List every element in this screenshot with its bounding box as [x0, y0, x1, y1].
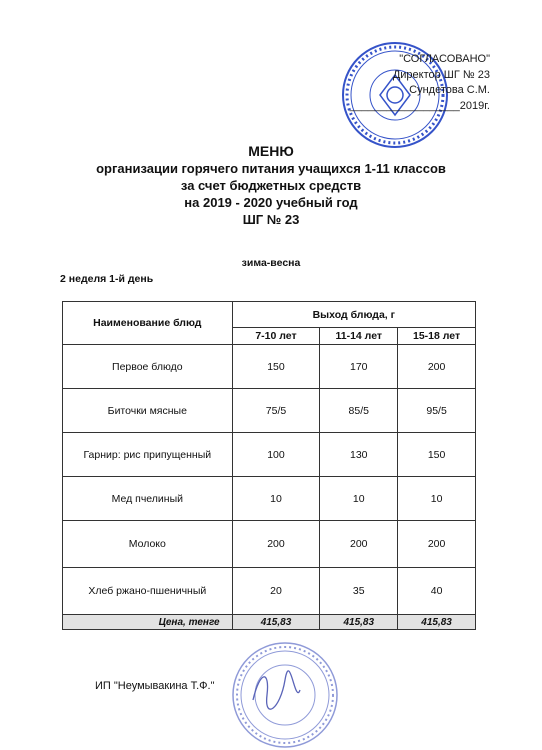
table-row: [63, 477, 476, 521]
dish-value: 200: [320, 521, 398, 568]
dish-value: 200: [398, 521, 476, 568]
dish-value: 10: [398, 477, 476, 521]
dish-name: Мед пчелиный: [63, 477, 233, 521]
document-title: [40, 143, 502, 228]
approval-heading: "СОГЛАСОВАНО": [399, 53, 490, 65]
table-row: [63, 345, 476, 389]
dish-name: Хлеб ржано-пшеничный: [63, 568, 233, 615]
header-age-1: 7-10 лет: [232, 328, 320, 345]
dish-value: 10: [320, 477, 398, 521]
dish-name: Первое блюдо: [63, 345, 233, 389]
approval-date: __________________2019г.: [349, 99, 490, 112]
dish-value: 95/5: [398, 389, 476, 433]
table-row: [63, 521, 476, 568]
dish-value: 150: [398, 433, 476, 477]
approval-director: Директор ШГ № 23: [392, 68, 490, 81]
week-day-label: 2 неделя 1-й день: [60, 273, 154, 285]
dish-value: 170: [320, 345, 398, 389]
dish-value: 100: [232, 433, 320, 477]
dish-name: Молоко: [63, 521, 233, 568]
price-label: Цена, тенге: [63, 615, 233, 630]
dish-value: 10: [232, 477, 320, 521]
dish-name: Гарнир: рис припущенный: [63, 433, 233, 477]
dish-value: 130: [320, 433, 398, 477]
dish-value: 20: [232, 568, 320, 615]
menu-table: [62, 301, 476, 630]
table-row: [63, 433, 476, 477]
header-age-2: 11-14 лет: [320, 328, 398, 345]
price-row: [63, 615, 476, 630]
dish-value: 75/5: [232, 389, 320, 433]
title-line-2: организации горячего питания учащихся 1-11 классов: [96, 161, 446, 176]
table-row: [63, 568, 476, 615]
dish-value: 200: [232, 521, 320, 568]
approval-block: [340, 52, 490, 114]
dish-value: 40: [398, 568, 476, 615]
title-menu: МЕНЮ: [248, 143, 294, 159]
price-value: 415,83: [320, 615, 398, 630]
dish-value: 150: [232, 345, 320, 389]
supplier-name: ИП "Неумывакина Т.Ф.": [95, 680, 215, 692]
header-yield: Выход блюда, г: [232, 302, 475, 328]
header-dish-name: Наименование блюд: [63, 302, 233, 345]
title-line-3: за счет бюджетных средств: [180, 178, 362, 193]
approval-name: Сундетова С.М.: [409, 84, 490, 96]
dish-value: 200: [398, 345, 476, 389]
signature: [245, 660, 305, 720]
price-value: 415,83: [232, 615, 320, 630]
dish-value: 35: [320, 568, 398, 615]
title-line-4: на 2019 - 2020 учебный год: [184, 195, 358, 210]
title-school: ШГ № 23: [242, 212, 300, 227]
dish-value: 85/5: [320, 389, 398, 433]
header-age-3: 15-18 лет: [398, 328, 476, 345]
table-row: [63, 389, 476, 433]
table-header-row: [63, 302, 476, 328]
dish-name: Биточки мясные: [63, 389, 233, 433]
price-value: 415,83: [398, 615, 476, 630]
season-label: зима-весна: [241, 257, 301, 269]
